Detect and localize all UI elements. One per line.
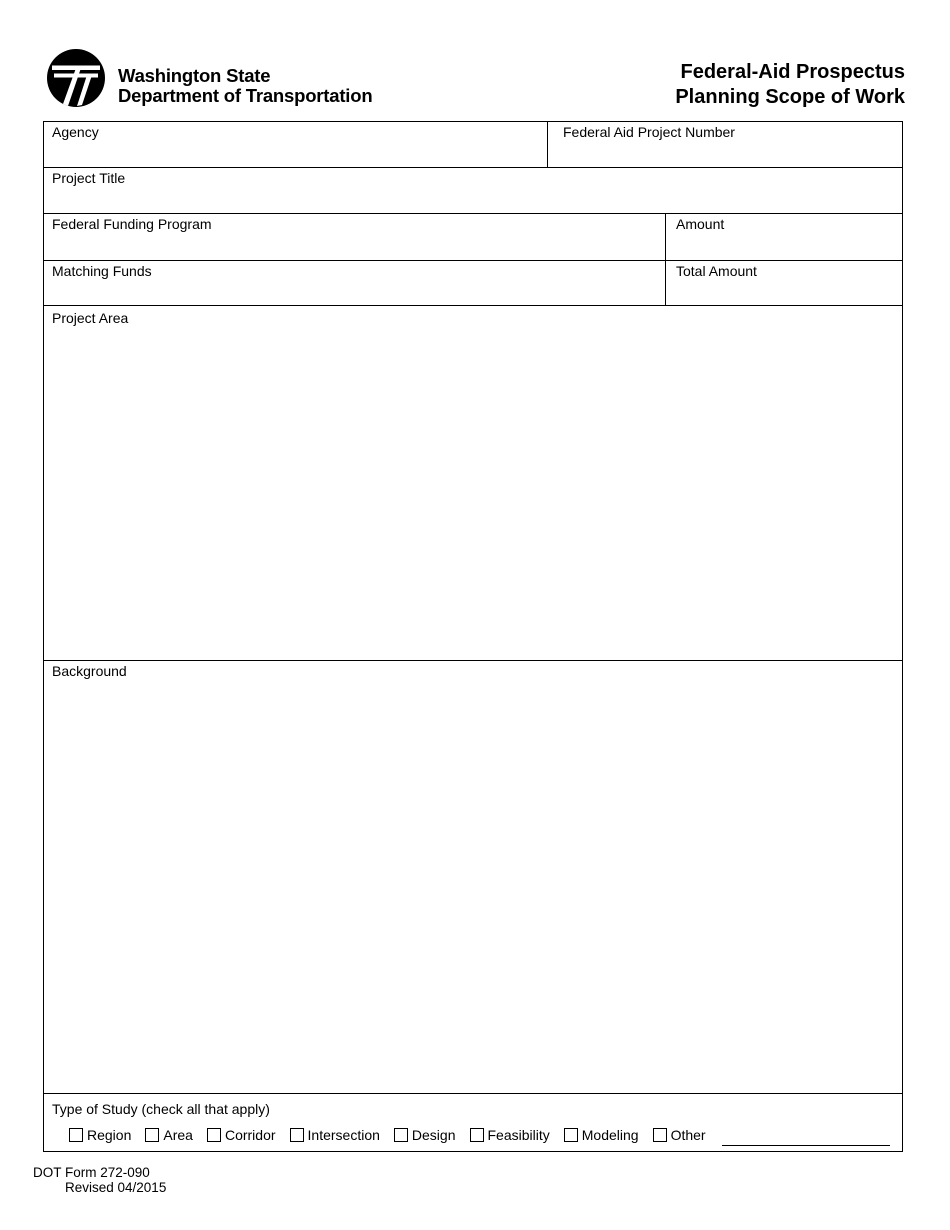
study-option-region[interactable] (69, 1127, 131, 1143)
region-checkbox[interactable] (69, 1128, 83, 1142)
background-label: Background (52, 663, 127, 679)
revision-date: Revised 04/2015 (65, 1180, 167, 1195)
title-line2: Planning Scope of Work (675, 86, 905, 108)
study-option-modeling[interactable] (564, 1127, 639, 1143)
other-checkbox[interactable] (653, 1128, 667, 1142)
intersection-checkbox[interactable] (290, 1128, 304, 1142)
type-of-study-section (44, 1094, 902, 1150)
project-area-label: Project Area (52, 310, 129, 326)
matching-funds-label: Matching Funds (52, 263, 152, 279)
type-of-study-label: Type of Study (check all that apply) (52, 1101, 270, 1117)
modeling-option-label: Modeling (581, 1127, 639, 1143)
agency-label: Agency (52, 124, 99, 140)
matching-funds-field[interactable] (44, 261, 665, 305)
project-title-label: Project Title (52, 170, 126, 186)
area-option-label: Area (163, 1127, 193, 1143)
federal-aid-project-number-label: Federal Aid Project Number (563, 124, 735, 140)
title-line1: Federal-Aid Prospectus (680, 61, 905, 83)
project-area-field[interactable] (44, 306, 902, 661)
org-name-line1: Washington State (118, 65, 271, 86)
study-option-other[interactable] (653, 1127, 706, 1143)
corridor-checkbox[interactable] (207, 1128, 221, 1142)
row-federal-funding (44, 214, 902, 261)
row-agency (44, 122, 902, 168)
federal-funding-program-field[interactable] (44, 214, 665, 260)
corridor-option-label: Corridor (224, 1127, 276, 1143)
feasibility-option-label: Feasibility (487, 1127, 550, 1143)
region-option-label: Region (87, 1127, 132, 1143)
intersection-option-label: Intersection (307, 1127, 380, 1143)
organization-name (118, 66, 372, 106)
prospectus-form (43, 121, 903, 1152)
federal-funding-program-label: Federal Funding Program (52, 216, 212, 232)
agency-field[interactable] (44, 122, 547, 167)
amount-field[interactable] (665, 214, 902, 260)
design-checkbox[interactable] (394, 1128, 408, 1142)
study-option-area[interactable] (145, 1127, 193, 1143)
study-option-corridor[interactable] (207, 1127, 276, 1143)
design-option-label: Design (411, 1127, 456, 1143)
federal-aid-project-number-field[interactable] (547, 122, 902, 167)
other-option-label: Other (670, 1127, 706, 1143)
study-option-intersection[interactable] (290, 1127, 380, 1143)
modeling-checkbox[interactable] (564, 1128, 578, 1142)
area-checkbox[interactable] (145, 1128, 159, 1142)
total-amount-label: Total Amount (676, 263, 757, 279)
wsdot-logo-icon (46, 48, 106, 108)
study-option-feasibility[interactable] (470, 1127, 550, 1143)
org-name-line2: Department of Transportation (118, 85, 373, 106)
total-amount-field[interactable] (665, 261, 902, 305)
study-option-design[interactable] (394, 1127, 456, 1143)
amount-label: Amount (676, 216, 725, 232)
type-of-study-options (69, 1125, 894, 1145)
form-footer (33, 1165, 166, 1195)
project-title-field[interactable] (44, 168, 902, 214)
other-specify-input[interactable] (722, 1125, 890, 1146)
background-field[interactable] (44, 661, 902, 1094)
feasibility-checkbox[interactable] (470, 1128, 484, 1142)
row-matching-funds (44, 261, 902, 306)
form-number: DOT Form 272-090 (33, 1165, 150, 1180)
document-title (675, 60, 905, 110)
